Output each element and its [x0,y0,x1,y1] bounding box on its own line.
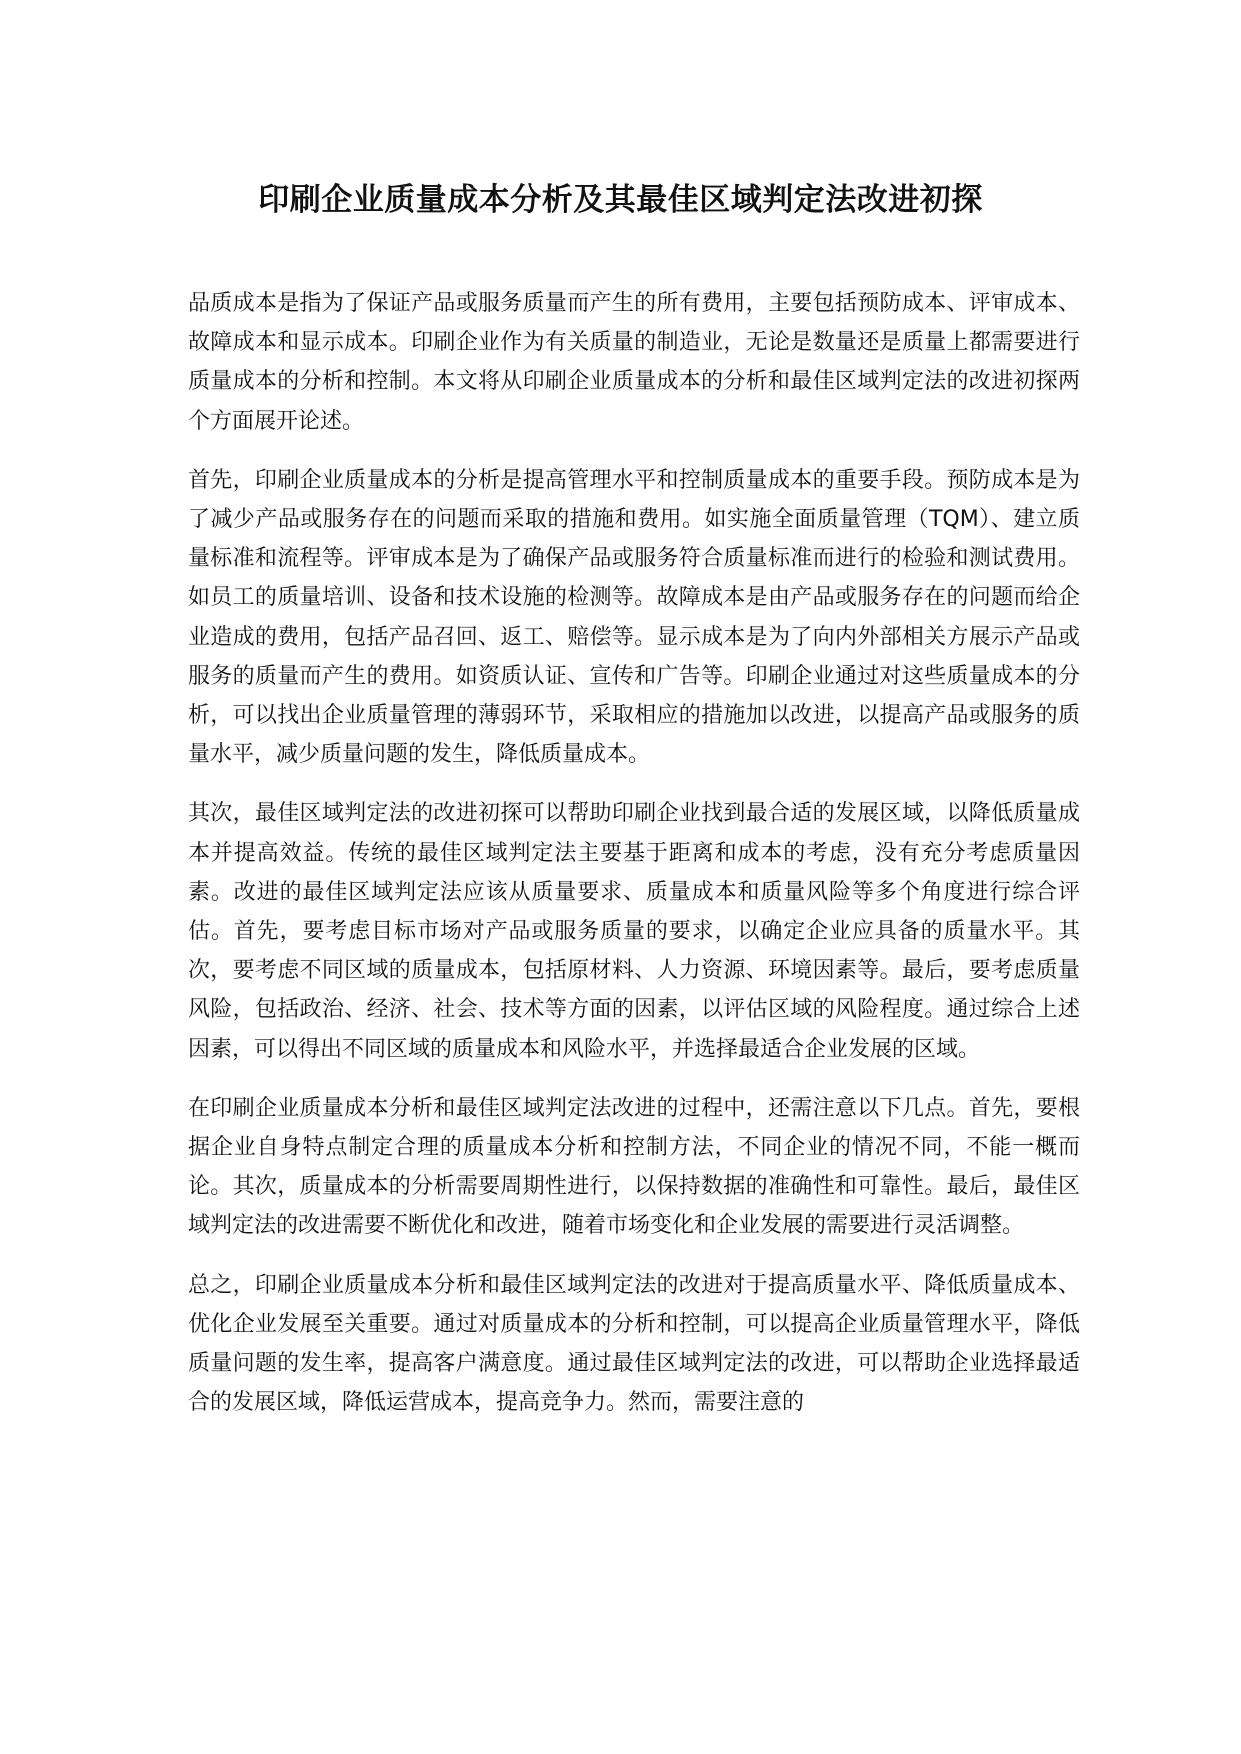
paragraph-5: 总之，印刷企业质量成本分析和最佳区域判定法的改进对于提高质量水平、降低质量成本、优化企业发展至关重要。通过对质量成本的分析和控制，可以提高企业质量管理水平，降低质量问题的发生率，提高客户满意度。通过最佳区域判定法的改进，可以帮助企业选择最适合的发展区域，降低运营成本，提高竞争力。然而，需要注意的 [188,1272,1080,1416]
paragraph-4: 在印刷企业质量成本分析和最佳区域判定法改进的过程中，还需注意以下几点。首先，要根据企业自身特点制定合理的质量成本分析和控制方法，不同企业的情况不同，不能一概而论。其次，质量成本的分析需要周期性进行，以保持数据的准确性和可靠性。最后，最佳区域判定法的改进需要不断优化和改进，随着市场变化和企业发展的需要进行灵活调整。 [188,1095,1080,1239]
paragraph-2: 首先，印刷企业质量成本的分析是提高管理水平和控制质量成本的重要手段。预防成本是为了减少产品或服务存在的问题而采取的措施和费用。如实施全面质量管理（TQM）、建立质量标准和流程等。评审成本是为了确保产品或服务符合质量标准而进行的检验和测试费用。如员工的质量培训、设备和技术设施的检测等。故障成本是由产品或服务存在的问题而给企业造成的费用，包括产品召回、返工、赔偿等。显示成本是为了向内外部相关方展示产品或服务的质量而产生的费用。如资质认证、宣传和广告等。印刷企业通过对这些质量成本的分析，可以找出企业质量管理的薄弱环节，采取相应的措施加以改进，以提高产品或服务的质量水平，减少质量问题的发生，降低质量成本。 [188,467,1080,768]
paragraph-3: 其次，最佳区域判定法的改进初探可以帮助印刷企业找到最合适的发展区域，以降低质量成本并提高效益。传统的最佳区域判定法主要基于距离和成本的考虑，没有充分考虑质量因素。改进的最佳区域判定法应该从质量要求、质量成本和质量风险等多个角度进行综合评估。首先，要考虑目标市场对产品或服务质量的要求，以确定企业应具备的质量水平。其次，要考虑不同区域的质量成本，包括原材料、人力资源、环境因素等。最后，要考虑质量风险，包括政治、经济、社会、技术等方面的因素，以评估区域的风险程度。通过综合上述因素，可以得出不同区域的质量成本和风险水平，并选择最适合企业发展的区域。 [188,801,1080,1062]
document-title: 印刷企业质量成本分析及其最佳区域判定法改进初探 [258,182,983,218]
paragraph-1: 品质成本是指为了保证产品或服务质量而产生的所有费用，主要包括预防成本、评审成本、故障成本和显示成本。印刷企业作为有关质量的制造业，无论是数量还是质量上都需要进行质量成本的分析和控制。本文将从印刷企业质量成本的分析和最佳区域判定法的改进初探两个方面展开论述。 [188,291,1080,434]
document-body [188,284,1080,1442]
